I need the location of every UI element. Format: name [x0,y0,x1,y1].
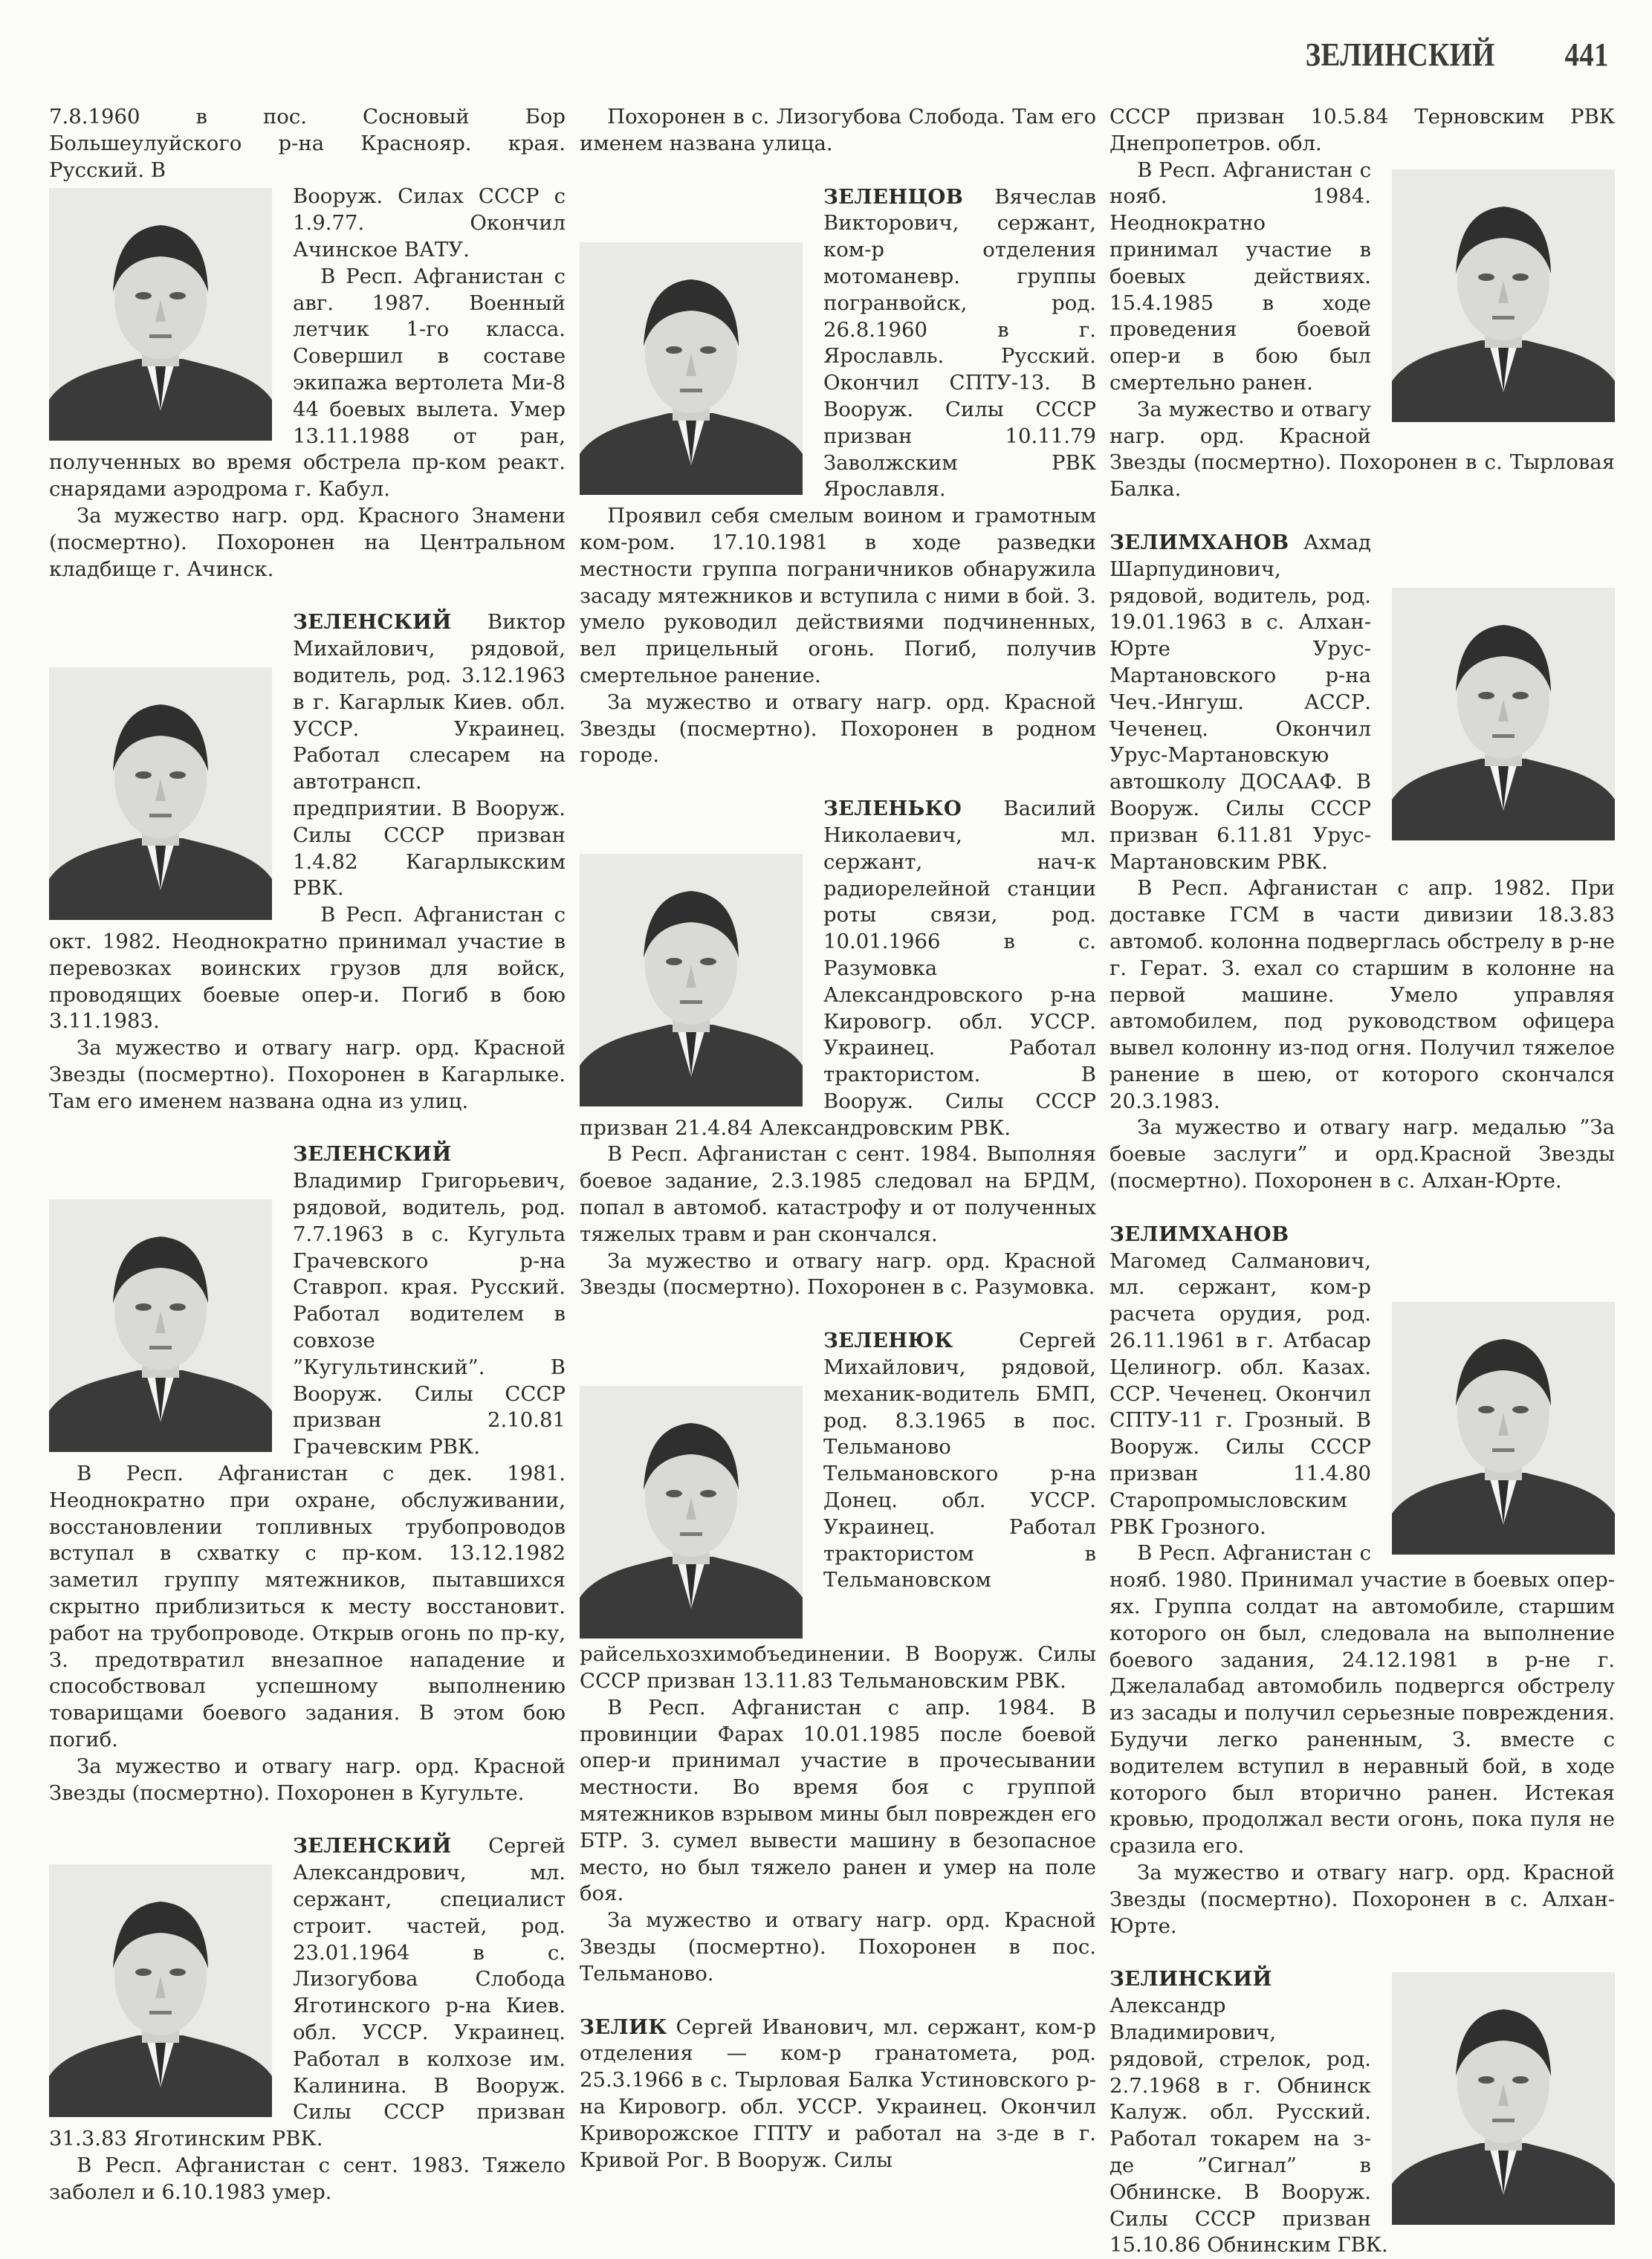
entry-text: В Респ. Афганистан с авг. 1987. Военный летчик 1-го класса. Совершил в составе экипажа вертолета Ми-8 44 боевых вылета. Умер 13.11.1988 от ран, полученных во время обстрела пр-ком реакт. снарядами аэродрома г. Кабул. [49,264,566,502]
portrait-photo [49,667,272,920]
entry-surname: ЗЕЛЕНЬКО [823,797,962,821]
entry-text: Владимир Григорьевич, рядовой, водитель, род. 7.7.1963 в с. Кугульта Грачевского р-на Ставроп. края. Русский. Работал водителем в совхозе ”Кугультинский”. В Вооруж. Силы СССР призван 2.10.81 Грачевским РВК. [293,1169,566,1459]
running-head [1306,36,1609,74]
entry-zelenko [580,796,1096,1301]
entry-text: 7.8.1960 в пос. Сосновый Бор Большеулуйского р-на Краснояр. края. Русский. В [49,105,566,182]
entry-continuation [580,104,1096,158]
entry-text: Проявил себя смелым воином и грамотным ком-ром. 17.10.1981 в ходе разведки местности группа пограничников обнаружила засаду мятежников и вступила с ними в бой. З. умело руководил действиями подчиненных, вел прицельный огонь. Погиб, получив смертельное ранение. [580,504,1096,687]
entry-text: За мужество и отвагу нагр. орд. Красной Звезды (посмертно). Похоронен в Кагарлыке. Там его именем названа одна из улиц. [49,1036,566,1113]
entry-zelimkhanov-magomed [1110,1222,1615,1940]
entry-continuation [1110,104,1615,503]
entry-text: За мужество и отвагу нагр. орд. Красной Звезды (посмертно). Похоронен в с. Алхан-Юрте. [1110,1861,1615,1938]
running-head-word: ЗЕЛИНСКИЙ [1305,36,1495,73]
entry-zelenskiy-vladimir [49,1141,566,1806]
entry-surname: ЗЕЛЕНСКИЙ [293,1834,452,1858]
entry-text: СССР призван 10.5.84 Терновским РВК Днепропетров. обл. [1110,105,1615,155]
entry-text: В Респ. Афганистан с сент. 1983. Тяжело заболел и 6.10.1983 умер. [49,2153,566,2204]
portrait-photo [1392,1302,1615,1555]
column-right [1110,104,1615,2259]
entry-text: За мужество и отвагу нагр. медалью ”За боевые заслуги” и орд.Красной Звезды (посмертно). Похоронен в с. Алхан-Юрте. [1110,1115,1615,1193]
portrait-photo [1392,588,1615,840]
entry-text: Александр Владимирович, рядовой, стрелок, род. 2.7.1968 в г. Обнинск Калуж. обл. Русский. Работал токарем на з-де ”Сигнал” в Обнинске. В Вооруж. Силы СССР призван 15.10.86 Обнинским ГВК. [1110,1994,1388,2258]
entry-surname: ЗЕЛЕНСКИЙ [293,1142,452,1167]
entry-text: Сергей Иванович, мл. сержант, ком-р отделения — ком-р гранатомета, род. 25.3.1966 в с. Тырловая Балка Устиновского р-на Кировогр. обл. УССР. Украинец. Окончил Криворожское ГПТУ и работал на з-де в г. Кривой Рог. В Вооруж. Силы [580,2015,1097,2172]
portrait-photo [580,242,803,495]
portrait-photo [49,1864,272,2117]
entry-surname: ЗЕЛИМХАНОВ [1110,530,1289,554]
entry-zelenskiy-sergey [49,1833,566,2205]
entry-zelik [580,2015,1096,2174]
entry-text: Сергей Михайлович, рядовой, механик-водитель БМП, род. 8.3.1965 в пос. Тельманово Тельмановского р-на Донец. обл. УССР. Украинец. Работал трактористом в Тельмановском райсельхозхимобъединении. В Вооруж. Силы СССР призван 13.11.83 Тельмановским РВК. [580,1329,1096,1694]
entry-zelinskiy [1110,1966,1615,2259]
entry-text: В Респ. Афганистан с дек. 1981. Неоднократно при охране, обслуживании, восстановлении топливных трубопроводов вступал в схватку с пр-ком. 13.12.1982 заметил группу мятежников, пытавшихся скрытно приблизиться к месту восстановит. работ на трубопроводе. Открыв огонь по пр-ку, З. предотвратил внезапное нападение и способствовал успешному выполнению товарищами боевого задания. В этом бою погиб. [49,1462,566,1752]
entry-text: Магомед Салманович, мл. сержант, ком-р расчета орудия, род. 26.11.1961 в г. Атбасар Целиногр. обл. Казах. ССР. Чеченец. Окончил СПТУ-11 г. Грозный. В Вооруж. Силы СССР призван 11.4.80 Старопромысловским РВК Грозного. [1110,1248,1371,1539]
entry-surname: ЗЕЛИНСКИЙ [1110,1967,1272,1991]
entry-text: За мужество и отвагу нагр. орд. Красной Звезды (посмертно). Похоронен в с. Тырловая Балка. [1110,397,1615,502]
entry-surname: ЗЕЛИМХАНОВ [1110,1222,1289,1246]
entry-text: Вооруж. Силах СССР с 1.9.77. Окончил Ачинское ВАТУ. [293,184,566,262]
entry-zelimkhanov-akhmad [1110,530,1615,1195]
entry-text: За мужество и отвагу нагр. орд. Красной Звезды (посмертно). Похоронен в родном городе. [580,690,1096,768]
entry-text: Вячеслав Викторович, сержант, ком-р отделения мотоманевр. группы погранвойск, род. 26.8.1960 в г. Ярославль. Русский. Окончил СПТУ-13. В Вооруж. Силы СССР призван 10.11.79 Заволжским РВК Ярославля. [823,184,1096,502]
entry-text: Сергей Александрович, мл. сержант, специалист строит. частей, род. 23.01.1964 в с. Лизогубова Слобода Яготинского р-на Киев. обл. УССР. Украинец. Работал в колхозе им. Калинина. В Вооруж. Силы СССР призван 31.3.83 Яготинским РВК. [49,1834,566,2151]
column-middle [580,104,1096,2174]
entry-text: В Респ. Афганистан с апр. 1982. При доставке ГСМ в части дивизии 18.3.83 автомоб. колонна подверглась обстрелу в р-не г. Герат. З. ехал со старшим в колонне на первой машине. Умело управляя автомобилем, под руководством офицера вывел колонну из-под огня. Получил тяжелое ранение в шею, от которого скончался 20.3.1983. [1110,876,1615,1113]
entry-surname: ЗЕЛЕНСКИЙ [293,610,452,635]
entry-text: За мужество и отвагу нагр. орд. Красной Звезды (посмертно). Похоронен в пос. Тельманово. [580,1908,1096,1986]
entry-text: За мужество и отвагу нагр. орд. Красной Звезды (посмертно). Похоронен в Кугульте. [49,1754,566,1805]
entry-zelenskiy-viktor [49,609,566,1115]
entry-text: В Респ. Афганистан с окт. 1982. Неоднократно принимал участие в перевозках воинских грузов для войск, проводящих боевые опер-и. Погиб в бою 3.11.1983. [49,903,566,1034]
column-left [49,104,566,2206]
entry-text: Василий Николаевич, мл. сержант, нач-к радиорелейной станции роты связи, род. 10.01.1966 в с. Разумовка Александровского р-на Кировогр. обл. УССР. Украинец. Работал трактористом. В Вооруж. Силы СССР призван 21.4.84 Александровским РВК. [580,797,1096,1140]
portrait-photo [580,1386,803,1639]
page-number: 441 [1564,36,1609,73]
entry-zelenyuk [580,1328,1096,1987]
entry-text: За мужество и отвагу нагр. орд. Красной Звезды (посмертно). Похоронен в с. Разумовка. [580,1248,1096,1300]
entry-text: В Респ. Афганистан с сент. 1984. Выполняя боевое задание, 2.3.1985 следовал на БРДМ, попал в автомоб. катастрофу и от полученных тяжелых травм и ран скончался. [580,1142,1096,1246]
entry-surname: ЗЕЛЕНЦОВ [823,184,964,209]
portrait-photo [580,854,803,1106]
portrait-photo [1392,169,1615,422]
entry-text: Похоронен в с. Лизогубова Слобода. Там его именем названа улица. [580,105,1096,155]
entry-zelentsov [580,184,1096,770]
portrait-photo [1392,1972,1615,2225]
portrait-photo [49,1199,272,1452]
entry-surname: ЗЕЛЕНЮК [823,1329,953,1353]
entry-text: Виктор Михайлович, рядовой, водитель, род. 3.12.1963 в г. Кагарлык Киев. обл. УССР. Украинец. Работал слесарем на автотрансп. предприятии. В Вооруж. Силы СССР призван 1.4.82 Кагарлыкским РВК. [293,610,566,901]
entry-text: В Респ. Афганистан с апр. 1984. В провинции Фарах 10.01.1985 после боевой опер-и принимал участие в прочесывании местности. Во время боя с группой мятежников взрывом мины был поврежден его БТР. З. сумел вывести машину в безопасное место, но был тяжело ранен и умер на поле боя. [580,1695,1096,1906]
entry-text: Ахмад Шарпудинович, рядовой, водитель, род. 19.01.1963 в с. Алхан-Юрте Урус-Мартановского р-на Чеч.-Ингуш. АССР. Чеченец. Окончил Урус-Мартановскую автошколу ДОСААФ. В Вооруж. Силы СССР призван 6.11.81 Урус-Мартановским РВК. [1110,530,1371,874]
entry-continuation [49,104,566,583]
entry-text: За мужество нагр. орд. Красного Знамени (посмертно). Похоронен на Центральном кладбище г. Ачинск. [49,503,566,581]
entry-text: В Респ. Афганистан с нояб. 1984. Неоднократно принимал участие в боевых действиях. 15.4.1985 в ходе проведения боевой опер-и в бою был смертельно ранен. [1110,158,1371,395]
entry-text: В Респ. Афганистан с нояб. 1980. Принимал участие в боевых опер-ях. Группа солдат на автомобиле, старшим которого он был, следовала на выполнение боевого задания, 24.12.1981 в р-не г. Джелалабад автомобиль подвергся обстрелу из засады и получил серьезные повреждения. Будучи легко раненным, З. вместе с водителем вступил в неравный бой, в ходе которого был вторично ранен. Истекая кровью, продолжал вести огонь, пока пуля не сразила его. [1110,1541,1615,1858]
portrait-photo [49,188,272,441]
entry-surname: ЗЕЛИК [580,2015,667,2039]
